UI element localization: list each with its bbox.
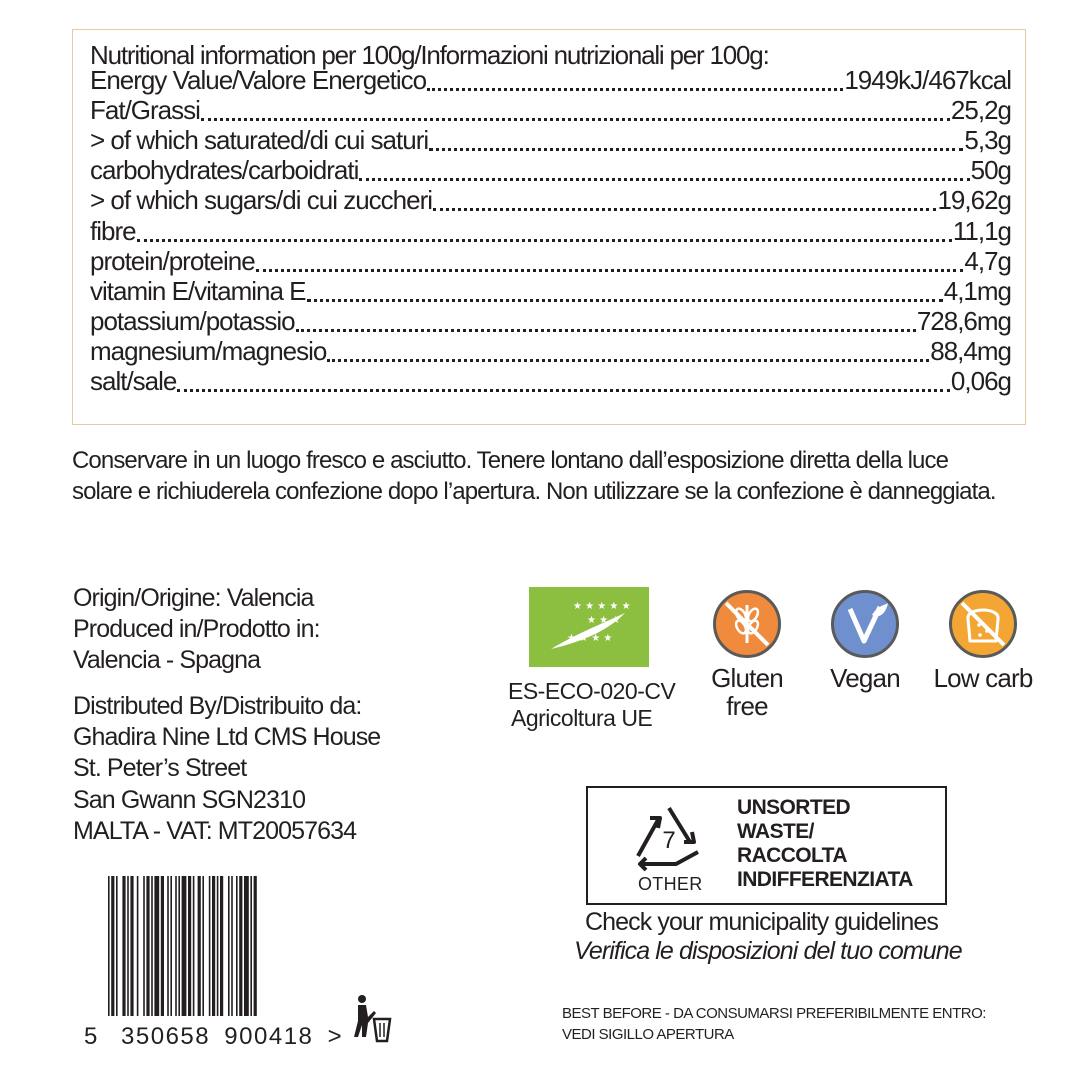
- nutrition-row: [90, 247, 1011, 277]
- distributor-line-3: St. Peter’s Street: [73, 754, 247, 782]
- dot-leader: [256, 263, 964, 272]
- nutrition-value: 50g: [970, 155, 1011, 186]
- barcode-bar: [151, 876, 153, 1016]
- nutrition-value: 88,4mg: [930, 335, 1011, 366]
- recycle-line-3: RACCOLTA: [737, 844, 847, 867]
- barcode-bar: [188, 876, 191, 1016]
- nutrition-row: [90, 307, 1011, 337]
- barcode-digits: [84, 1023, 343, 1051]
- vegan-label: Vegan: [830, 663, 900, 693]
- barcode-bar: [154, 876, 159, 1016]
- dot-leader: [177, 383, 950, 392]
- barcode-group-2: 900418: [224, 1023, 314, 1050]
- badge-gluten-free: [700, 590, 794, 720]
- nutrition-row: [90, 337, 1011, 367]
- dot-leader: [307, 293, 943, 302]
- origin-line-1: Origin/Origine: Valencia: [73, 584, 314, 612]
- barcode-bar: [122, 876, 125, 1016]
- nutrition-value: 5,3g: [964, 125, 1011, 156]
- nutrition-row: [90, 156, 1011, 186]
- barcode-bar: [182, 876, 187, 1016]
- storage-line-1: Conservare in un luogo fresco e asciutto. Tenere lontano dall’esposizione diretta della luce: [72, 447, 949, 474]
- barcode-bar: [244, 876, 249, 1016]
- dot-leader: [137, 233, 952, 242]
- barcode-bar: [254, 876, 257, 1016]
- dot-leader: [429, 142, 963, 151]
- nutrition-label: salt/sale: [90, 366, 177, 396]
- nutrition-row: [90, 66, 1011, 96]
- eu-organic-leaf-icon: [529, 587, 649, 667]
- nutrition-label: magnesium/magnesio: [90, 335, 327, 366]
- recycle-material: OTHER: [638, 874, 703, 894]
- nutrition-table: [72, 29, 1026, 425]
- barcode-bar: [212, 876, 215, 1016]
- check-guidelines-en: Check your municipality guidelines: [585, 908, 938, 936]
- svg-text:★ ★ ★ ★: ★ ★ ★ ★: [567, 633, 613, 644]
- nutrition-row: [90, 96, 1011, 126]
- best-before-line-2: VEDI SIGILLO APERTURA: [562, 1026, 734, 1043]
- gluten-free-label-1: Gluten: [711, 663, 783, 693]
- barcode-bar: [167, 876, 169, 1016]
- nutrition-row: [90, 186, 1011, 216]
- eu-organic-label: Agricoltura UE: [511, 705, 653, 731]
- vegan-icon: [831, 590, 899, 658]
- dot-leader: [327, 353, 929, 362]
- nutrition-title: Nutritional information per 100g/Informazioni nutrizionali per 100g:: [90, 40, 769, 70]
- nutrition-value: 11,1g: [952, 215, 1011, 246]
- gluten-free-label-2: free: [726, 691, 768, 721]
- nutrition-label: Fat/Grassi: [90, 95, 200, 126]
- barcode-bar: [137, 876, 139, 1016]
- dot-leader: [201, 112, 950, 121]
- nutrition-row: [90, 367, 1011, 397]
- recycle-instructions: [737, 796, 913, 892]
- nutrition-value: 19,62g: [937, 185, 1011, 216]
- dot-leader: [359, 172, 969, 181]
- barcode-bar: [217, 876, 219, 1016]
- distributor-line-2: Ghadira Nine Ltd CMS House: [73, 723, 381, 751]
- barcode-group-1: 350658: [121, 1023, 211, 1050]
- check-guidelines-it: Verifica le disposizioni del tuo comune: [574, 937, 962, 965]
- barcode-bar: [198, 876, 201, 1016]
- tidyman-bin-icon: [350, 993, 392, 1043]
- nutrition-row: [90, 217, 1011, 247]
- barcode-bar: [220, 876, 223, 1016]
- barcode-bar: [202, 876, 204, 1016]
- barcode-bar: [209, 876, 211, 1016]
- nutrition-value: 1949kJ/467kcal: [844, 65, 1011, 95]
- nutrition-row: [90, 126, 1011, 156]
- barcode-bar: [236, 876, 238, 1016]
- low-carb-icon: [949, 590, 1017, 658]
- dot-leader: [433, 202, 936, 211]
- nutrition-label: fibre: [90, 215, 136, 246]
- nutrition-label: > of which saturated/di cui saturi: [90, 125, 429, 156]
- barcode-bar: [111, 876, 114, 1016]
- nutrition-label: > of which sugars/di cui zuccheri: [90, 185, 433, 216]
- nutrition-label: potassium/potassio: [90, 305, 295, 336]
- nutrition-value: 0,06g: [950, 366, 1011, 396]
- low-carb-label: Low carb: [933, 663, 1033, 693]
- recycle-7-icon: [628, 802, 710, 872]
- distributor-line-4: San Gwann SGN2310: [73, 786, 306, 814]
- badge-low-carb: [930, 590, 1036, 692]
- barcode: [108, 876, 318, 1016]
- barcode-bar: [146, 876, 149, 1016]
- eu-organic-code: ES-ECO-020-CV: [508, 678, 676, 704]
- distributor-line-1: Distributed By/Distribuito da:: [73, 692, 362, 720]
- barcode-bar: [250, 876, 252, 1016]
- barcode-bar: [231, 876, 233, 1016]
- barcode-first-digit: 5: [84, 1023, 99, 1050]
- recycle-line-1: UNSORTED: [737, 796, 851, 819]
- barcode-bar: [116, 876, 118, 1016]
- recycling-box: [586, 786, 947, 905]
- barcode-bar: [143, 876, 145, 1016]
- barcode-bar: [161, 876, 164, 1016]
- best-before-line-1: BEST BEFORE - DA CONSUMARSI PREFERIBILMENTE ENTRO:: [562, 1005, 986, 1022]
- nutrition-label: carbohydrates/carboidrati: [90, 155, 359, 186]
- storage-instructions: [72, 445, 1032, 507]
- recycle-number: 7: [662, 827, 676, 854]
- barcode-bar: [178, 876, 180, 1016]
- barcode-bar: [193, 876, 195, 1016]
- svg-text:★ ★ ★: ★ ★ ★: [587, 615, 621, 626]
- recycle-line-4: INDIFFERENZIATA: [737, 868, 913, 891]
- nutrition-value: 25,2g: [950, 95, 1011, 126]
- nutrition-label: vitamin E/vitamina E: [90, 275, 306, 306]
- barcode-bar: [127, 876, 129, 1016]
- nutrition-label: Energy Value/Valore Energetico: [90, 65, 427, 95]
- nutrition-label: protein/proteine: [90, 245, 255, 276]
- origin-line-3: Valencia - Spagna: [73, 646, 261, 674]
- origin-line-2: Produced in/Prodotto in:: [73, 615, 320, 643]
- barcode-bar: [239, 876, 242, 1016]
- recycle-line-2: WASTE/: [737, 820, 814, 843]
- dot-leader: [427, 82, 843, 91]
- barcode-bar: [130, 876, 133, 1016]
- nutrition-value: 728,6mg: [916, 305, 1011, 336]
- gluten-free-icon: [713, 590, 781, 658]
- storage-line-2: solare e richiuderela confezione dopo l’apertura. Non utilizzare se la confezione è danneggiata.: [72, 478, 996, 505]
- nutrition-value: 4,1mg: [943, 275, 1011, 306]
- svg-text:★ ★ ★ ★ ★: ★ ★ ★ ★ ★: [573, 601, 631, 612]
- badge-vegan: [815, 590, 915, 692]
- nutrition-value: 4,7g: [964, 245, 1011, 276]
- barcode-bar: [228, 876, 230, 1016]
- barcode-bar: [175, 876, 177, 1016]
- barcode-bar: [108, 876, 110, 1016]
- dot-leader: [296, 323, 916, 332]
- nutrition-row: [90, 277, 1011, 307]
- distributor-line-5: MALTA - VAT: MT20057634: [73, 817, 357, 845]
- barcode-end-mark: >: [327, 1023, 344, 1050]
- barcode-bar: [170, 876, 172, 1016]
